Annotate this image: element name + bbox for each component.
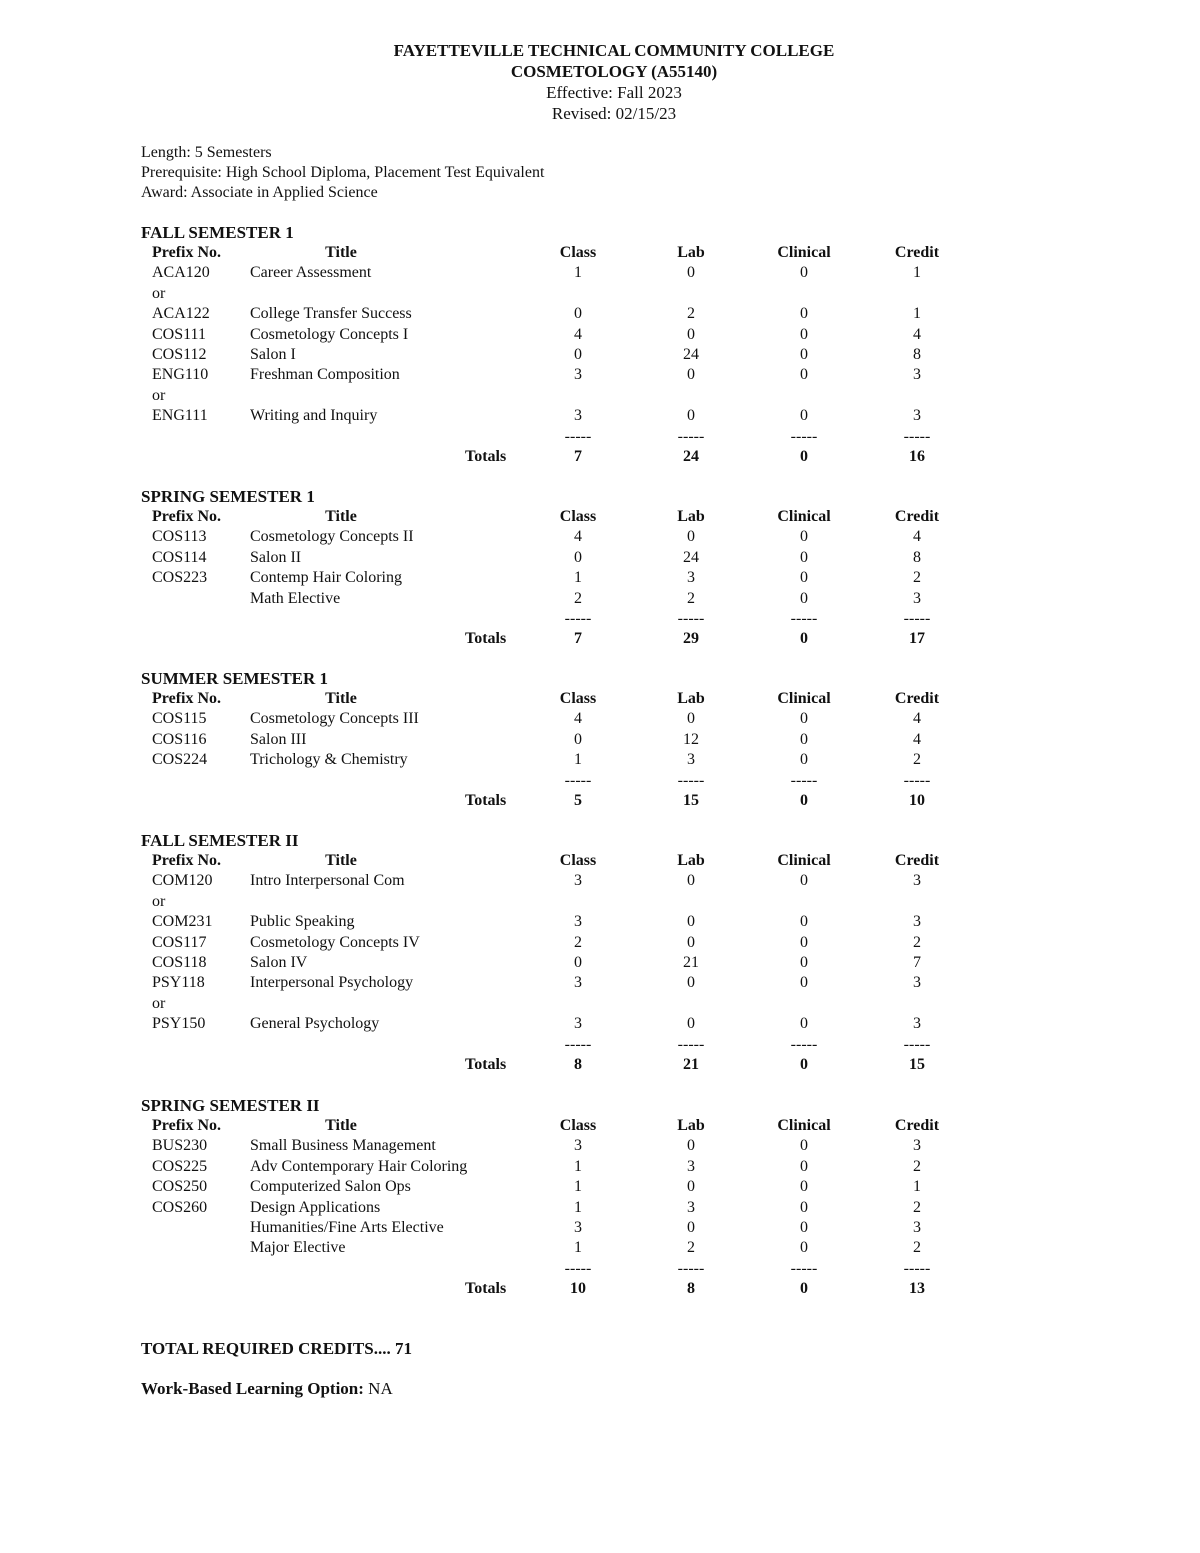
course-lab-hours: 2 bbox=[687, 305, 695, 323]
course-clinical-hours: 0 bbox=[800, 710, 808, 728]
course-row bbox=[141, 1238, 961, 1258]
column-header-lab: Lab bbox=[677, 852, 705, 869]
course-credit-hours: 3 bbox=[913, 407, 921, 425]
dash-separator-row bbox=[141, 427, 961, 447]
dash-separator: ----- bbox=[677, 427, 705, 445]
course-clinical-hours: 0 bbox=[800, 345, 808, 363]
totals-label: Totals bbox=[465, 447, 507, 465]
course-clinical-hours: 0 bbox=[800, 730, 808, 748]
column-header-clinical: Clinical bbox=[777, 508, 831, 525]
course-row bbox=[141, 953, 961, 973]
course-credit-hours: 1 bbox=[913, 1178, 921, 1196]
column-header-title: Title bbox=[325, 508, 357, 525]
total-class-hours: 7 bbox=[574, 630, 582, 648]
course-credit-hours: 2 bbox=[913, 569, 921, 587]
course-clinical-hours: 0 bbox=[800, 872, 808, 890]
course-prefix: COS223 bbox=[152, 569, 208, 587]
course-title: Major Elective bbox=[250, 1239, 346, 1257]
course-credit-hours: 2 bbox=[913, 933, 921, 951]
total-lab-hours: 15 bbox=[683, 791, 699, 809]
course-title: Intro Interpersonal Com bbox=[250, 872, 405, 890]
course-credit-hours: 1 bbox=[913, 264, 921, 282]
course-class-hours: 3 bbox=[574, 872, 582, 890]
course-row bbox=[141, 386, 961, 406]
column-header-credit: Credit bbox=[894, 1117, 940, 1134]
course-prefix: ACA122 bbox=[152, 305, 210, 323]
column-header-row bbox=[141, 851, 961, 871]
course-class-hours: 1 bbox=[574, 1239, 582, 1257]
column-header-credit: Credit bbox=[894, 852, 940, 869]
course-lab-hours: 0 bbox=[687, 710, 695, 728]
course-class-hours: 1 bbox=[574, 751, 582, 769]
column-header-row bbox=[141, 243, 961, 263]
program-length: Length: 5 Semesters bbox=[141, 144, 272, 161]
totals-label: Totals bbox=[465, 1280, 507, 1298]
course-prefix: or bbox=[152, 386, 166, 404]
course-title: Freshman Composition bbox=[250, 366, 400, 384]
course-row bbox=[141, 1218, 961, 1238]
course-title: Cosmetology Concepts II bbox=[250, 528, 414, 546]
course-prefix: BUS230 bbox=[152, 1137, 208, 1155]
course-prefix: ENG110 bbox=[152, 366, 209, 384]
course-lab-hours: 0 bbox=[687, 933, 695, 951]
column-header-credit: Credit bbox=[894, 690, 940, 707]
course-title: Small Business Management bbox=[250, 1137, 436, 1155]
course-class-hours: 1 bbox=[574, 1178, 582, 1196]
course-prefix: COS111 bbox=[152, 325, 206, 343]
program-title: COSMETOLOGY (A55140) bbox=[510, 62, 718, 81]
column-header-prefix: Prefix No. bbox=[152, 852, 222, 869]
total-clinical-hours: 0 bbox=[800, 1280, 808, 1298]
column-header-prefix: Prefix No. bbox=[152, 508, 222, 525]
dash-separator: ----- bbox=[903, 1035, 931, 1053]
dash-separator: ----- bbox=[677, 1259, 705, 1277]
total-lab-hours: 21 bbox=[683, 1055, 699, 1073]
course-credit-hours: 3 bbox=[913, 589, 921, 607]
course-class-hours: 0 bbox=[574, 548, 582, 566]
revised-date: Revised: 02/15/23 bbox=[551, 104, 677, 123]
course-class-hours: 3 bbox=[574, 1137, 582, 1155]
course-clinical-hours: 0 bbox=[800, 264, 808, 282]
course-lab-hours: 21 bbox=[683, 953, 699, 971]
wbl-label: Work-Based Learning Option: bbox=[141, 1379, 364, 1398]
total-clinical-hours: 0 bbox=[800, 791, 808, 809]
total-lab-hours: 24 bbox=[683, 447, 699, 465]
semester-title: FALL SEMESTER II bbox=[141, 831, 299, 850]
totals-label: Totals bbox=[465, 791, 507, 809]
course-clinical-hours: 0 bbox=[800, 407, 808, 425]
course-title: Salon III bbox=[250, 730, 307, 748]
course-prefix: PSY150 bbox=[152, 1015, 206, 1033]
course-prefix: COS114 bbox=[152, 548, 207, 566]
course-row bbox=[141, 994, 961, 1014]
course-title: Cosmetology Concepts I bbox=[250, 325, 409, 343]
column-header-lab: Lab bbox=[677, 508, 705, 525]
course-lab-hours: 0 bbox=[687, 325, 695, 343]
course-lab-hours: 0 bbox=[687, 366, 695, 384]
dash-separator: ----- bbox=[903, 1259, 931, 1277]
column-header-prefix: Prefix No. bbox=[152, 1117, 222, 1134]
course-credit-hours: 3 bbox=[913, 974, 921, 992]
course-clinical-hours: 0 bbox=[800, 305, 808, 323]
course-row bbox=[141, 730, 961, 750]
course-prefix: COM231 bbox=[152, 913, 213, 931]
course-row bbox=[141, 912, 961, 932]
course-title: Humanities/Fine Arts Elective bbox=[250, 1218, 444, 1236]
course-prefix: PSY118 bbox=[152, 974, 205, 992]
course-title: Design Applications bbox=[250, 1198, 381, 1216]
dash-separator: ----- bbox=[790, 609, 818, 627]
semester-title: SUMMER SEMESTER 1 bbox=[141, 669, 329, 688]
course-row bbox=[141, 1014, 961, 1034]
dash-separator: ----- bbox=[564, 771, 592, 789]
dash-separator: ----- bbox=[564, 1035, 592, 1053]
total-required-credits bbox=[141, 1339, 412, 1359]
column-header-row bbox=[141, 507, 961, 527]
course-title: Salon IV bbox=[250, 953, 308, 971]
column-header-lab: Lab bbox=[677, 690, 705, 707]
column-header-prefix: Prefix No. bbox=[152, 690, 222, 707]
wbl-value: NA bbox=[368, 1379, 393, 1398]
course-clinical-hours: 0 bbox=[800, 589, 808, 607]
semester-title: SPRING SEMESTER II bbox=[141, 1096, 320, 1115]
column-header-row bbox=[141, 689, 961, 709]
course-class-hours: 2 bbox=[574, 933, 582, 951]
course-title: General Psychology bbox=[250, 1015, 380, 1033]
course-title: Contemp Hair Coloring bbox=[250, 569, 402, 587]
course-lab-hours: 12 bbox=[683, 730, 699, 748]
course-clinical-hours: 0 bbox=[800, 528, 808, 546]
course-row bbox=[141, 871, 961, 891]
course-clinical-hours: 0 bbox=[800, 1015, 808, 1033]
work-based-learning bbox=[141, 1379, 393, 1399]
course-title: Cosmetology Concepts III bbox=[250, 710, 419, 728]
course-title: Salon II bbox=[250, 548, 302, 566]
totals-row bbox=[141, 791, 961, 811]
column-header-clinical: Clinical bbox=[777, 1117, 831, 1134]
course-clinical-hours: 0 bbox=[800, 1218, 808, 1236]
total-credit-hours: 17 bbox=[909, 630, 925, 648]
course-class-hours: 4 bbox=[574, 528, 582, 546]
dash-separator: ----- bbox=[564, 1259, 592, 1277]
course-title: College Transfer Success bbox=[250, 305, 412, 323]
course-lab-hours: 3 bbox=[687, 569, 695, 587]
course-row bbox=[141, 365, 961, 385]
column-header-lab: Lab bbox=[677, 244, 705, 261]
course-lab-hours: 0 bbox=[687, 913, 695, 931]
course-class-hours: 2 bbox=[574, 589, 582, 607]
totals-label: Totals bbox=[465, 1055, 507, 1073]
course-prefix: COS225 bbox=[152, 1157, 208, 1175]
course-class-hours: 0 bbox=[574, 305, 582, 323]
total-class-hours: 5 bbox=[574, 791, 582, 809]
total-lab-hours: 8 bbox=[687, 1280, 695, 1298]
course-lab-hours: 0 bbox=[687, 1015, 695, 1033]
total-lab-hours: 29 bbox=[683, 630, 699, 648]
dash-separator: ----- bbox=[790, 1035, 818, 1053]
course-credit-hours: 2 bbox=[913, 751, 921, 769]
course-credit-hours: 8 bbox=[913, 345, 921, 363]
column-header-clinical: Clinical bbox=[777, 690, 831, 707]
course-row bbox=[141, 1177, 961, 1197]
dash-separator-row bbox=[141, 1259, 961, 1279]
totals-row bbox=[141, 447, 961, 467]
course-class-hours: 1 bbox=[574, 264, 582, 282]
course-row bbox=[141, 263, 961, 283]
program-prerequisite: Prerequisite: High School Diploma, Placement Test Equivalent bbox=[141, 164, 545, 181]
column-header-clinical: Clinical bbox=[777, 244, 831, 261]
course-credit-hours: 4 bbox=[913, 710, 921, 728]
course-row bbox=[141, 548, 961, 568]
course-row bbox=[141, 589, 961, 609]
course-credit-hours: 3 bbox=[913, 1015, 921, 1033]
course-credit-hours: 3 bbox=[913, 366, 921, 384]
dash-separator: ----- bbox=[564, 427, 592, 445]
total-clinical-hours: 0 bbox=[800, 1055, 808, 1073]
course-prefix: COS115 bbox=[152, 710, 207, 728]
college-name: FAYETTEVILLE TECHNICAL COMMUNITY COLLEGE bbox=[393, 41, 835, 60]
totals-label: Totals bbox=[465, 630, 507, 648]
course-clinical-hours: 0 bbox=[800, 1239, 808, 1257]
course-title: Computerized Salon Ops bbox=[250, 1178, 411, 1196]
course-lab-hours: 0 bbox=[687, 1137, 695, 1155]
course-row bbox=[141, 284, 961, 304]
program-award: Award: Associate in Applied Science bbox=[141, 184, 378, 201]
dash-separator: ----- bbox=[677, 1035, 705, 1053]
course-lab-hours: 0 bbox=[687, 528, 695, 546]
course-lab-hours: 0 bbox=[687, 264, 695, 282]
course-class-hours: 3 bbox=[574, 407, 582, 425]
dash-separator: ----- bbox=[903, 427, 931, 445]
column-header-title: Title bbox=[325, 244, 357, 261]
course-title: Salon I bbox=[250, 345, 296, 363]
course-class-hours: 1 bbox=[574, 1198, 582, 1216]
course-lab-hours: 0 bbox=[687, 1178, 695, 1196]
course-lab-hours: 3 bbox=[687, 1157, 695, 1175]
dash-separator: ----- bbox=[677, 609, 705, 627]
column-header-title: Title bbox=[325, 1117, 357, 1134]
course-credit-hours: 3 bbox=[913, 913, 921, 931]
course-class-hours: 4 bbox=[574, 710, 582, 728]
column-header-title: Title bbox=[325, 690, 357, 707]
dash-separator: ----- bbox=[903, 771, 931, 789]
course-clinical-hours: 0 bbox=[800, 953, 808, 971]
course-prefix: or bbox=[152, 892, 166, 910]
total-class-hours: 10 bbox=[570, 1280, 586, 1298]
course-class-hours: 3 bbox=[574, 1218, 582, 1236]
semester-section bbox=[141, 487, 961, 650]
semester-section bbox=[141, 223, 961, 467]
course-title: Math Elective bbox=[250, 589, 341, 607]
column-header-class: Class bbox=[559, 690, 597, 707]
course-clinical-hours: 0 bbox=[800, 325, 808, 343]
course-clinical-hours: 0 bbox=[800, 1157, 808, 1175]
course-lab-hours: 3 bbox=[687, 751, 695, 769]
course-prefix: COS112 bbox=[152, 345, 207, 363]
course-row bbox=[141, 304, 961, 324]
totals-row bbox=[141, 1055, 961, 1075]
dash-separator: ----- bbox=[564, 609, 592, 627]
course-title: Cosmetology Concepts IV bbox=[250, 933, 420, 951]
course-lab-hours: 24 bbox=[683, 548, 699, 566]
course-credit-hours: 7 bbox=[913, 953, 921, 971]
dash-separator-row bbox=[141, 1035, 961, 1055]
course-lab-hours: 3 bbox=[687, 1198, 695, 1216]
course-prefix: COS224 bbox=[152, 751, 208, 769]
total-class-hours: 7 bbox=[574, 447, 582, 465]
semester-section bbox=[141, 669, 961, 811]
dash-separator: ----- bbox=[903, 609, 931, 627]
course-prefix: COM120 bbox=[152, 872, 213, 890]
course-title: Career Assessment bbox=[250, 264, 372, 282]
dash-separator-row bbox=[141, 609, 961, 629]
course-title: Interpersonal Psychology bbox=[250, 974, 414, 992]
document-header bbox=[0, 40, 1200, 124]
course-lab-hours: 0 bbox=[687, 1218, 695, 1236]
course-row bbox=[141, 1136, 961, 1156]
course-class-hours: 3 bbox=[574, 913, 582, 931]
semester-title: FALL SEMESTER 1 bbox=[141, 223, 294, 242]
course-title: Trichology & Chemistry bbox=[250, 751, 408, 769]
course-credit-hours: 1 bbox=[913, 305, 921, 323]
course-row bbox=[141, 1157, 961, 1177]
course-credit-hours: 4 bbox=[913, 528, 921, 546]
course-class-hours: 0 bbox=[574, 345, 582, 363]
course-class-hours: 3 bbox=[574, 974, 582, 992]
column-header-class: Class bbox=[559, 508, 597, 525]
semester-section bbox=[141, 1096, 961, 1300]
course-credit-hours: 8 bbox=[913, 548, 921, 566]
total-credit-hours: 15 bbox=[909, 1055, 925, 1073]
course-lab-hours: 0 bbox=[687, 872, 695, 890]
semester-section bbox=[141, 831, 961, 1075]
column-header-lab: Lab bbox=[677, 1117, 705, 1134]
effective-date: Effective: Fall 2023 bbox=[546, 83, 682, 102]
dash-separator-row bbox=[141, 771, 961, 791]
course-clinical-hours: 0 bbox=[800, 913, 808, 931]
course-prefix: COS260 bbox=[152, 1198, 208, 1216]
total-required-credits-text: TOTAL REQUIRED CREDITS.... 71 bbox=[141, 1339, 412, 1358]
course-row bbox=[141, 325, 961, 345]
course-prefix: or bbox=[152, 284, 166, 302]
course-credit-hours: 2 bbox=[913, 1157, 921, 1175]
column-header-class: Class bbox=[559, 244, 597, 261]
course-prefix: COS117 bbox=[152, 933, 207, 951]
total-credit-hours: 16 bbox=[909, 447, 925, 465]
column-header-clinical: Clinical bbox=[777, 852, 831, 869]
course-prefix: COS116 bbox=[152, 730, 207, 748]
course-row bbox=[141, 1198, 961, 1218]
course-clinical-hours: 0 bbox=[800, 1198, 808, 1216]
course-class-hours: 1 bbox=[574, 569, 582, 587]
course-row bbox=[141, 933, 961, 953]
course-clinical-hours: 0 bbox=[800, 974, 808, 992]
semester-title: SPRING SEMESTER 1 bbox=[141, 487, 315, 506]
total-clinical-hours: 0 bbox=[800, 447, 808, 465]
course-class-hours: 0 bbox=[574, 730, 582, 748]
column-header-credit: Credit bbox=[894, 508, 940, 525]
course-row bbox=[141, 709, 961, 729]
total-clinical-hours: 0 bbox=[800, 630, 808, 648]
course-credit-hours: 3 bbox=[913, 872, 921, 890]
course-credit-hours: 4 bbox=[913, 325, 921, 343]
course-prefix: COS250 bbox=[152, 1178, 208, 1196]
course-row bbox=[141, 527, 961, 547]
course-clinical-hours: 0 bbox=[800, 569, 808, 587]
course-clinical-hours: 0 bbox=[800, 548, 808, 566]
total-credit-hours: 10 bbox=[909, 791, 925, 809]
course-clinical-hours: 0 bbox=[800, 933, 808, 951]
course-prefix: ENG111 bbox=[152, 407, 208, 425]
course-credit-hours: 2 bbox=[913, 1198, 921, 1216]
course-lab-hours: 24 bbox=[683, 345, 699, 363]
course-clinical-hours: 0 bbox=[800, 751, 808, 769]
course-lab-hours: 0 bbox=[687, 974, 695, 992]
course-credit-hours: 4 bbox=[913, 730, 921, 748]
course-title: Public Speaking bbox=[250, 913, 355, 931]
course-row bbox=[141, 406, 961, 426]
course-class-hours: 3 bbox=[574, 366, 582, 384]
course-clinical-hours: 0 bbox=[800, 1178, 808, 1196]
course-credit-hours: 3 bbox=[913, 1137, 921, 1155]
course-row bbox=[141, 973, 961, 993]
column-header-row bbox=[141, 1116, 961, 1136]
course-class-hours: 4 bbox=[574, 325, 582, 343]
program-meta bbox=[141, 143, 544, 203]
course-class-hours: 3 bbox=[574, 1015, 582, 1033]
dash-separator: ----- bbox=[790, 427, 818, 445]
course-clinical-hours: 0 bbox=[800, 1137, 808, 1155]
course-prefix: COS118 bbox=[152, 953, 207, 971]
course-prefix: COS113 bbox=[152, 528, 207, 546]
column-header-credit: Credit bbox=[894, 244, 940, 261]
course-title: Adv Contemporary Hair Coloring bbox=[250, 1157, 468, 1175]
column-header-prefix: Prefix No. bbox=[152, 244, 222, 261]
total-class-hours: 8 bbox=[574, 1055, 582, 1073]
column-header-class: Class bbox=[559, 852, 597, 869]
course-lab-hours: 2 bbox=[687, 1239, 695, 1257]
course-class-hours: 1 bbox=[574, 1157, 582, 1175]
column-header-title: Title bbox=[325, 852, 357, 869]
totals-row bbox=[141, 1279, 961, 1299]
course-row bbox=[141, 750, 961, 770]
dash-separator: ----- bbox=[790, 1259, 818, 1277]
course-prefix: or bbox=[152, 994, 166, 1012]
column-header-class: Class bbox=[559, 1117, 597, 1134]
total-credit-hours: 13 bbox=[909, 1280, 925, 1298]
course-lab-hours: 0 bbox=[687, 407, 695, 425]
course-credit-hours: 3 bbox=[913, 1218, 921, 1236]
course-title: Writing and Inquiry bbox=[250, 407, 378, 425]
course-row bbox=[141, 892, 961, 912]
course-row bbox=[141, 568, 961, 588]
totals-row bbox=[141, 629, 961, 649]
course-row bbox=[141, 345, 961, 365]
course-lab-hours: 2 bbox=[687, 589, 695, 607]
dash-separator: ----- bbox=[790, 771, 818, 789]
course-prefix: ACA120 bbox=[152, 264, 210, 282]
dash-separator: ----- bbox=[677, 771, 705, 789]
course-credit-hours: 2 bbox=[913, 1239, 921, 1257]
course-clinical-hours: 0 bbox=[800, 366, 808, 384]
course-class-hours: 0 bbox=[574, 953, 582, 971]
